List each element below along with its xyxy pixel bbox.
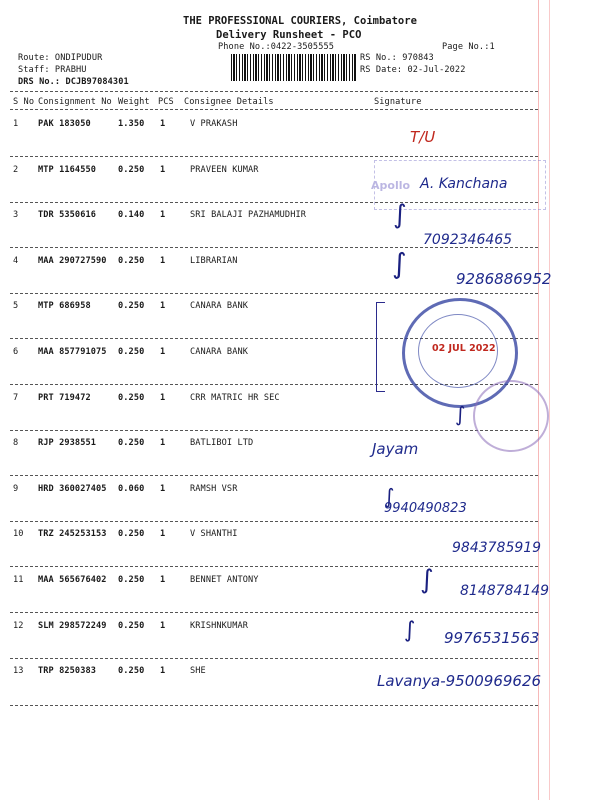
seal-date: 02 JUL 2022 <box>432 343 496 354</box>
cell-pcs: 1 <box>160 529 166 539</box>
cell-sno: 12 <box>13 621 24 631</box>
signature-scribble: ∫ <box>384 484 395 508</box>
cell-sno: 7 <box>13 393 19 403</box>
row-separator <box>10 293 538 294</box>
cell-consignment: TDR 5350616 <box>38 210 97 220</box>
cell-consignment: MAA 290727590 <box>38 256 107 266</box>
cell-weight: 0.250 <box>118 438 145 448</box>
bracket-mark <box>376 302 385 392</box>
cell-consignment: MAA 857791075 <box>38 347 107 357</box>
handwritten-phone: 9286886952 <box>456 270 552 288</box>
cell-pcs: 1 <box>160 666 166 676</box>
handwritten-name: Jayam <box>372 440 419 458</box>
cell-weight: 0.250 <box>118 575 145 585</box>
doc-title: Delivery Runsheet - PCO <box>216 29 362 41</box>
cell-weight: 0.250 <box>118 301 145 311</box>
cell-consignment: PAK 183050 <box>38 119 91 129</box>
col-pcs: PCS <box>158 97 174 107</box>
cell-consignment: TRZ 245253153 <box>38 529 107 539</box>
cell-consignee: RAMSH VSR <box>190 484 238 494</box>
cell-sno: 9 <box>13 484 19 494</box>
cell-pcs: 1 <box>160 301 166 311</box>
cell-sno: 10 <box>13 529 24 539</box>
handwritten-signature: A. Kanchana <box>420 176 508 192</box>
cell-weight: 0.250 <box>118 347 145 357</box>
cell-consignee: SHE <box>190 666 206 676</box>
cell-weight: 1.350 <box>118 119 145 129</box>
company-name: THE PROFESSIONAL COURIERS, Coimbatore <box>183 15 417 27</box>
cell-consignee: LIBRARIAN <box>190 256 238 266</box>
staff: Staff: PRABHU <box>18 65 87 75</box>
col-consignment: Consignment No <box>38 97 112 107</box>
cell-sno: 1 <box>13 119 19 129</box>
cell-pcs: 1 <box>160 438 166 448</box>
cell-sno: 13 <box>13 666 24 676</box>
cell-pcs: 1 <box>160 393 166 403</box>
cell-consignment: RJP 2938551 <box>38 438 97 448</box>
cell-consignment: MTP 686958 <box>38 301 91 311</box>
cell-weight: 0.250 <box>118 165 145 175</box>
signature-scribble: ∫ <box>455 402 466 426</box>
signature-scribble: ∫ <box>393 200 407 230</box>
handwritten-phone: 7092346465 <box>423 232 513 248</box>
cell-consignee: V PRAKASH <box>190 119 238 129</box>
cell-sno: 11 <box>13 575 24 585</box>
handwritten-phone: 9976531563 <box>444 629 540 647</box>
cell-sno: 6 <box>13 347 19 357</box>
cell-pcs: 1 <box>160 210 166 220</box>
scan-line <box>549 0 550 800</box>
signature-scribble: ∫ <box>392 247 407 280</box>
cell-consignment: SLM 298572249 <box>38 621 107 631</box>
route: Route: ONDIPUDUR <box>18 53 103 63</box>
signature-scribble: ∫ <box>404 618 416 643</box>
cell-consignee: BENNET ANTONY <box>190 575 259 585</box>
cell-consignee: CANARA BANK <box>190 301 249 311</box>
cell-weight: 0.140 <box>118 210 145 220</box>
cell-consignee: CRR MATRIC HR SEC <box>190 393 280 403</box>
phone-number: Phone No.:0422-3505555 <box>218 42 335 52</box>
handwritten-name-phone: Lavanya-9500969626 <box>377 672 542 690</box>
row-separator <box>10 430 538 431</box>
signature-scribble: ∫ <box>420 565 434 595</box>
row-separator <box>10 658 538 659</box>
cell-weight: 0.250 <box>118 621 145 631</box>
cell-pcs: 1 <box>160 621 166 631</box>
cell-consignment: MAA 565676402 <box>38 575 107 585</box>
cell-sno: 4 <box>13 256 19 266</box>
row-separator <box>10 521 538 522</box>
cell-consignment: MTP 1164550 <box>38 165 97 175</box>
cell-consignee: BATLIBOI LTD <box>190 438 254 448</box>
header-rule-top <box>10 91 538 92</box>
row-separator <box>10 156 538 157</box>
cell-weight: 0.250 <box>118 529 145 539</box>
cell-weight: 0.250 <box>118 256 145 266</box>
cell-pcs: 1 <box>160 119 166 129</box>
rs-date: RS Date: 02-Jul-2022 <box>360 65 466 75</box>
handwritten-phone: 9843785919 <box>452 540 542 556</box>
col-signature: Signature <box>374 97 422 107</box>
handwritten-phone: 9940490823 <box>384 501 467 516</box>
col-consignee: Consignee Details <box>184 97 274 107</box>
cell-weight: 0.250 <box>118 393 145 403</box>
cell-pcs: 1 <box>160 347 166 357</box>
drs-number: DRS No.: DCJB97084301 <box>18 77 129 87</box>
rs-number: RS No.: 970843 <box>360 53 434 63</box>
cell-consignment: TRP 8250383 <box>38 666 97 676</box>
cell-consignee: PRAVEEN KUMAR <box>190 165 259 175</box>
row-separator <box>10 566 538 567</box>
cell-sno: 8 <box>13 438 19 448</box>
cell-consignee: KRISHNKUMAR <box>190 621 249 631</box>
cell-consignee: CANARA BANK <box>190 347 249 357</box>
page-number: Page No.:1 <box>442 42 495 52</box>
cell-consignment: HRD 360027405 <box>38 484 107 494</box>
handwritten-phone: 8148784149 <box>460 583 550 599</box>
table-bottom-rule <box>10 705 538 706</box>
row-separator <box>10 612 538 613</box>
cell-weight: 0.060 <box>118 484 145 494</box>
handwritten-note: T/U <box>410 128 436 146</box>
cell-consignee: V SHANTHI <box>190 529 238 539</box>
col-weight: Weight <box>118 97 150 107</box>
col-sno: S No <box>13 97 35 107</box>
cell-consignee: SRI BALAJI PAZHAMUDHIR <box>190 210 307 220</box>
secondary-seal <box>473 380 549 452</box>
cell-pcs: 1 <box>160 484 166 494</box>
cell-sno: 5 <box>13 301 19 311</box>
cell-pcs: 1 <box>160 575 166 585</box>
cell-weight: 0.250 <box>118 666 145 676</box>
cell-pcs: 1 <box>160 165 166 175</box>
barcode <box>231 54 357 81</box>
row-separator <box>10 475 538 476</box>
cell-consignment: PRT 719472 <box>38 393 91 403</box>
apollo-stamp-label: Apollo <box>371 179 411 192</box>
cell-sno: 3 <box>13 210 19 220</box>
cell-sno: 2 <box>13 165 19 175</box>
header-rule-bottom <box>10 109 538 110</box>
cell-pcs: 1 <box>160 256 166 266</box>
